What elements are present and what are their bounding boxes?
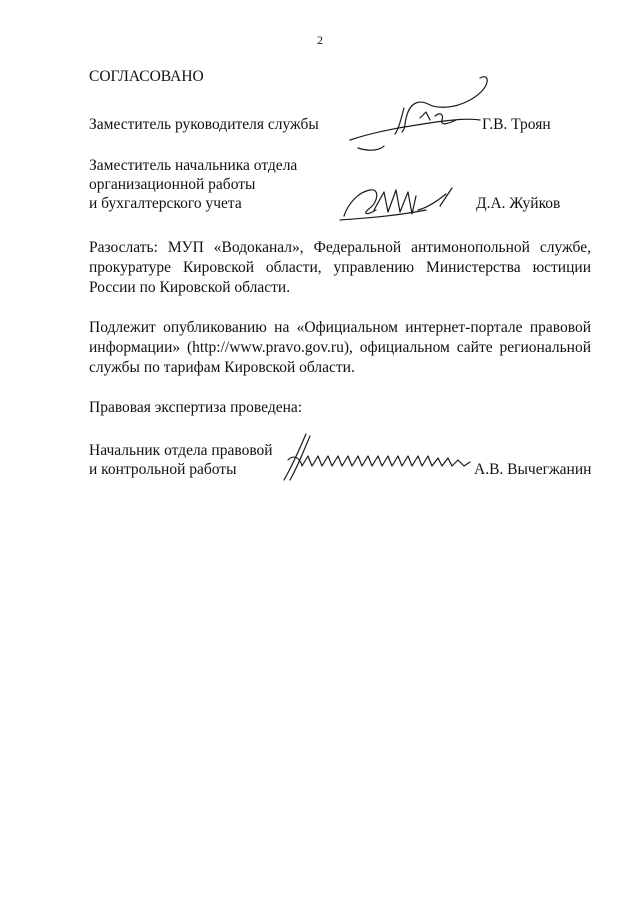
legal-reviewer-name: А.В. Вычегжанин bbox=[474, 461, 592, 478]
page-number: 2 bbox=[317, 33, 323, 47]
signature-vychegzhanin bbox=[278, 430, 478, 485]
signer-1-position: Заместитель руководителя службы bbox=[89, 116, 319, 133]
signer-2-position-line-2: организационной работы bbox=[89, 176, 256, 193]
legal-reviewer-position-line-1: Начальник отдела правовой bbox=[89, 442, 273, 459]
distribution-paragraph: Разослать: МУП «Водоканал», Федеральной антимонопольной службе, прокуратуре Кировской области, управлению Министерства юстиции России по Кировской области. bbox=[89, 239, 591, 296]
approval-heading: СОГЛАСОВАНО bbox=[89, 68, 204, 85]
signer-1-name: Г.В. Троян bbox=[482, 116, 551, 133]
signer-2-name: Д.А. Жуйков bbox=[476, 195, 561, 212]
legal-review-note: Правовая экспертиза проведена: bbox=[89, 399, 303, 416]
signature-zhuykov bbox=[336, 180, 466, 225]
signature-troyan bbox=[340, 68, 500, 158]
legal-reviewer-position-line-2: и контрольной работы bbox=[89, 461, 237, 478]
signer-2-position-line-3: и бухгалтерского учета bbox=[89, 195, 242, 212]
signer-2-position-line-1: Заместитель начальника отдела bbox=[89, 157, 298, 174]
publication-paragraph: Подлежит опубликованию на «Официальном интернет-портале правовой информации» (http://www.pravo.gov.ru), официальном сайте региональной службы по тарифам Кировской области. bbox=[89, 319, 591, 376]
